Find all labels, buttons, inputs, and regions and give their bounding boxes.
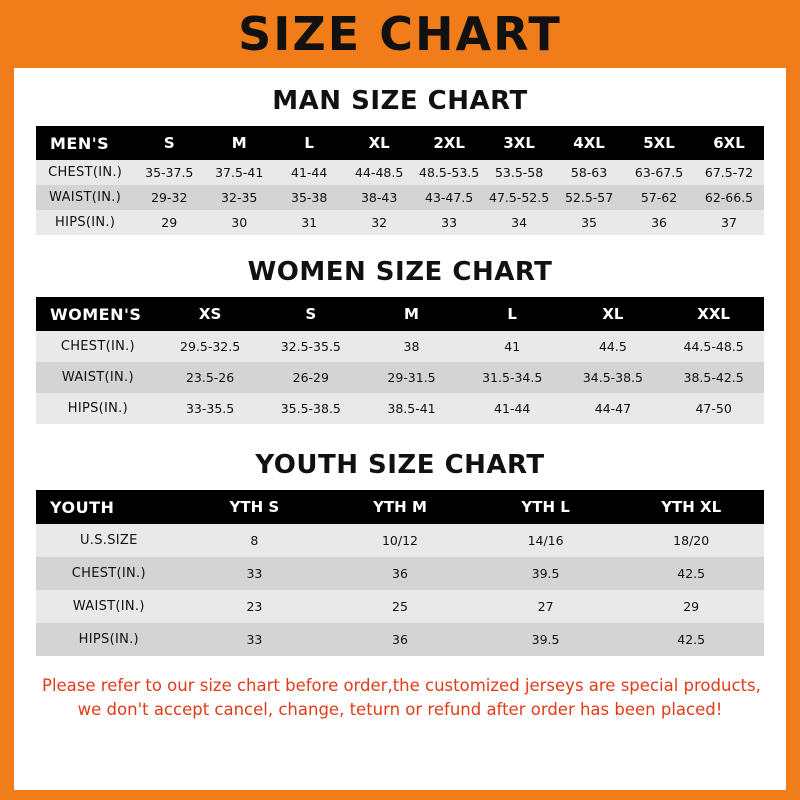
table-row [36, 623, 764, 656]
men-row-0-v8: 67.5-72 [694, 160, 764, 185]
men-row-0-v6: 58-63 [554, 160, 624, 185]
women-header-4: L [462, 297, 563, 331]
women-size-table [36, 297, 764, 424]
youth-header-3: YTH L [473, 490, 619, 524]
women-header-2: S [260, 297, 361, 331]
youth-row-0-v1: 10/12 [327, 524, 473, 557]
women-header-5: XL [563, 297, 664, 331]
men-row-0-v3: 44-48.5 [344, 160, 414, 185]
youth-row-1-v2: 39.5 [473, 557, 619, 590]
youth-row-3-label: HIPS(IN.) [36, 623, 182, 656]
women-row-0-v2: 38 [361, 331, 462, 362]
men-header-6: 3XL [484, 126, 554, 160]
youth-row-2-v0: 23 [182, 590, 328, 623]
women-row-2-v5: 47-50 [663, 393, 764, 424]
men-header-7: 4XL [554, 126, 624, 160]
youth-row-1-v3: 42.5 [618, 557, 764, 590]
table-row [36, 362, 764, 393]
men-row-0-v7: 63-67.5 [624, 160, 694, 185]
youth-row-1-v0: 33 [182, 557, 328, 590]
table-header-row [36, 297, 764, 331]
bottom-accent-strip [0, 790, 800, 800]
youth-row-2-label: WAIST(IN.) [36, 590, 182, 623]
women-header-1: XS [160, 297, 261, 331]
table-row [36, 590, 764, 623]
women-row-1-v1: 26-29 [260, 362, 361, 393]
youth-header-0: YOUTH [36, 490, 182, 524]
men-row-1-v8: 62-66.5 [694, 185, 764, 210]
youth-row-2-v1: 25 [327, 590, 473, 623]
men-header-3: L [274, 126, 344, 160]
table-header-row [36, 490, 764, 524]
page-banner [0, 0, 800, 68]
men-row-0-v5: 53.5-58 [484, 160, 554, 185]
youth-section-title: YOUTH SIZE CHART [255, 450, 545, 480]
men-row-0-v4: 48.5-53.5 [414, 160, 484, 185]
women-row-1-v4: 34.5-38.5 [563, 362, 664, 393]
men-section-title: MAN SIZE CHART [272, 86, 528, 116]
men-row-0-label: CHEST(IN.) [36, 160, 134, 185]
table-row [36, 524, 764, 557]
men-row-1-label: WAIST(IN.) [36, 185, 134, 210]
women-section-title: WOMEN SIZE CHART [247, 257, 553, 287]
men-row-1-v5: 47.5-52.5 [484, 185, 554, 210]
women-row-1-v5: 38.5-42.5 [663, 362, 764, 393]
men-row-0-v1: 37.5-41 [204, 160, 274, 185]
women-row-0-v4: 44.5 [563, 331, 664, 362]
youth-row-3-v1: 36 [327, 623, 473, 656]
men-header-0: MEN'S [36, 126, 134, 160]
women-row-0-v3: 41 [462, 331, 563, 362]
men-row-2-v5: 34 [484, 210, 554, 235]
youth-row-0-v0: 8 [182, 524, 328, 557]
table-header-row [36, 126, 764, 160]
women-row-0-label: CHEST(IN.) [36, 331, 160, 362]
men-row-2-v4: 33 [414, 210, 484, 235]
women-row-1-v3: 31.5-34.5 [462, 362, 563, 393]
women-header-0: WOMEN'S [36, 297, 160, 331]
men-header-5: 2XL [414, 126, 484, 160]
men-row-2-v8: 37 [694, 210, 764, 235]
youth-header-2: YTH M [327, 490, 473, 524]
men-row-1-v1: 32-35 [204, 185, 274, 210]
men-header-2: M [204, 126, 274, 160]
table-row [36, 557, 764, 590]
order-notice-line-2: we don't accept cancel, change, teturn or refund after order has been placed! [77, 699, 723, 719]
youth-row-2-v2: 27 [473, 590, 619, 623]
men-row-1-v0: 29-32 [134, 185, 204, 210]
table-row [36, 393, 764, 424]
women-row-2-v4: 44-47 [563, 393, 664, 424]
women-row-2-v1: 35.5-38.5 [260, 393, 361, 424]
women-row-2-label: HIPS(IN.) [36, 393, 160, 424]
table-row [36, 185, 764, 210]
women-row-0-v5: 44.5-48.5 [663, 331, 764, 362]
women-row-2-v2: 38.5-41 [361, 393, 462, 424]
men-row-2-v6: 35 [554, 210, 624, 235]
men-header-4: XL [344, 126, 414, 160]
men-row-2-v2: 31 [274, 210, 344, 235]
youth-row-0-v3: 18/20 [618, 524, 764, 557]
women-row-2-v0: 33-35.5 [160, 393, 261, 424]
men-row-1-v7: 57-62 [624, 185, 694, 210]
page-title: SIZE CHART [238, 7, 562, 61]
youth-row-3-v0: 33 [182, 623, 328, 656]
men-header-1: S [134, 126, 204, 160]
order-notice-line-1: Please refer to our size chart before order,the customized jerseys are special products, [42, 676, 761, 695]
youth-row-0-v2: 14/16 [473, 524, 619, 557]
men-row-1-v3: 38-43 [344, 185, 414, 210]
table-row [36, 210, 764, 235]
youth-size-table [36, 490, 764, 656]
men-row-1-v2: 35-38 [274, 185, 344, 210]
men-row-2-v7: 36 [624, 210, 694, 235]
youth-header-1: YTH S [182, 490, 328, 524]
table-row [36, 331, 764, 362]
men-row-0-v0: 35-37.5 [134, 160, 204, 185]
table-row [36, 160, 764, 185]
men-row-2-v3: 32 [344, 210, 414, 235]
youth-row-3-v2: 39.5 [473, 623, 619, 656]
men-header-8: 5XL [624, 126, 694, 160]
men-row-2-v0: 29 [134, 210, 204, 235]
women-row-0-v1: 32.5-35.5 [260, 331, 361, 362]
women-row-0-v0: 29.5-32.5 [160, 331, 261, 362]
men-row-1-v6: 52.5-57 [554, 185, 624, 210]
youth-row-1-v1: 36 [327, 557, 473, 590]
women-row-1-v0: 23.5-26 [160, 362, 261, 393]
men-size-table [36, 126, 764, 235]
women-row-1-label: WAIST(IN.) [36, 362, 160, 393]
men-row-2-v1: 30 [204, 210, 274, 235]
men-header-9: 6XL [694, 126, 764, 160]
chart-content [14, 86, 786, 722]
youth-row-1-label: CHEST(IN.) [36, 557, 182, 590]
youth-row-0-label: U.S.SIZE [36, 524, 182, 557]
order-notice [36, 674, 764, 722]
men-row-2-label: HIPS(IN.) [36, 210, 134, 235]
women-row-2-v3: 41-44 [462, 393, 563, 424]
youth-row-3-v3: 42.5 [618, 623, 764, 656]
women-row-1-v2: 29-31.5 [361, 362, 462, 393]
men-row-1-v4: 43-47.5 [414, 185, 484, 210]
men-row-0-v2: 41-44 [274, 160, 344, 185]
youth-row-2-v3: 29 [618, 590, 764, 623]
women-header-3: M [361, 297, 462, 331]
women-header-6: XXL [663, 297, 764, 331]
youth-header-4: YTH XL [618, 490, 764, 524]
